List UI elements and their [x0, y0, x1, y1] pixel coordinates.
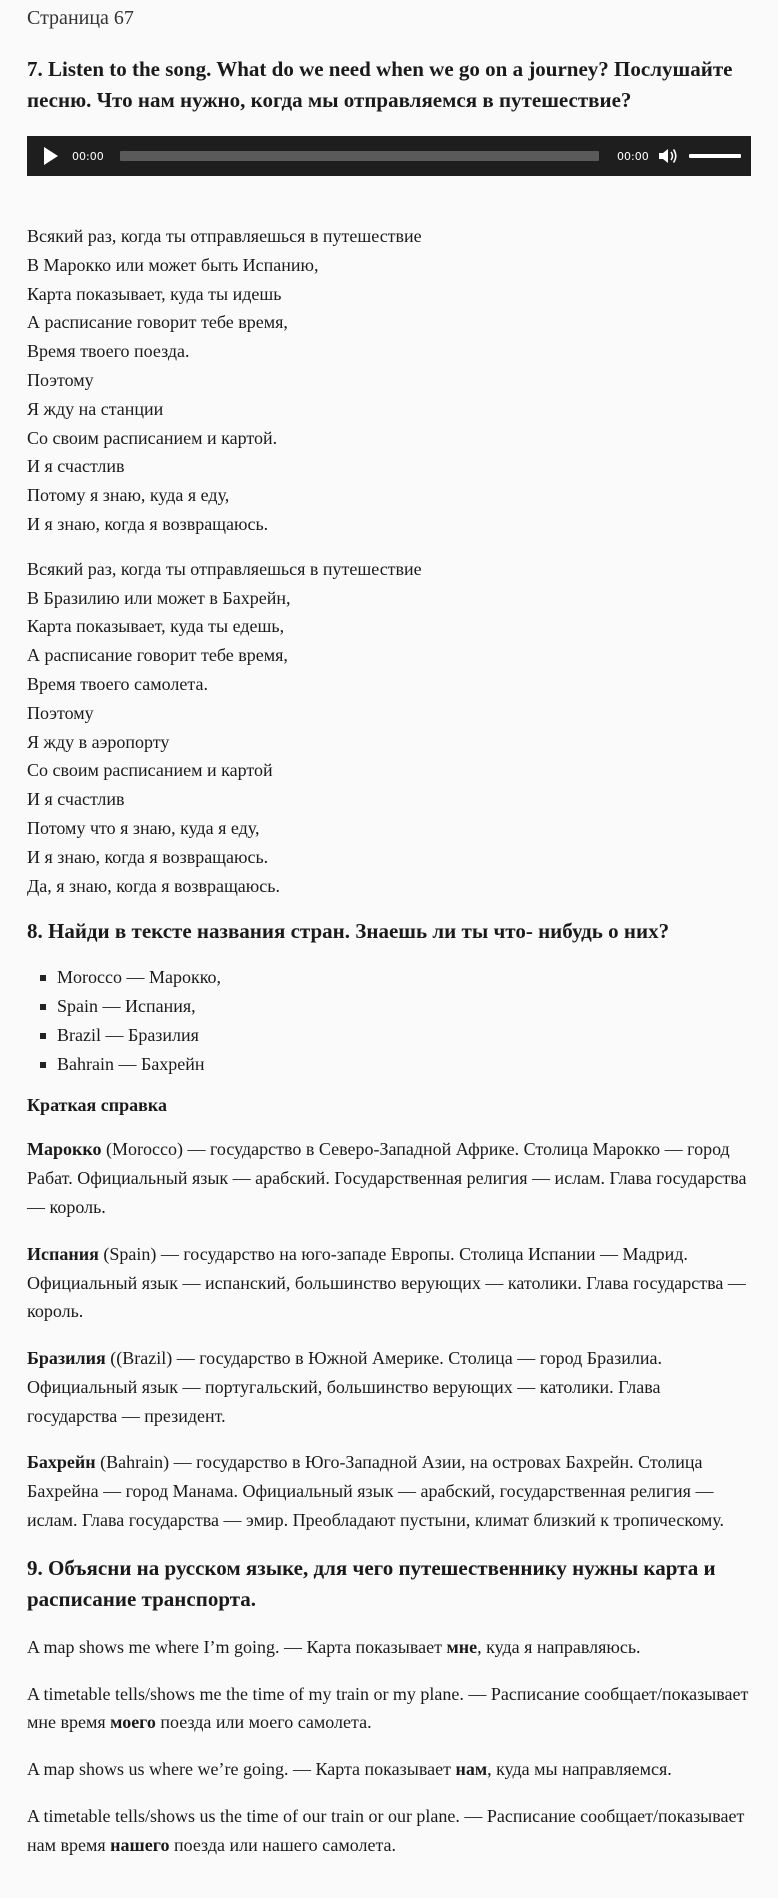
lyric-line: В Бразилию или может в Бахрейн, [27, 587, 291, 608]
answer-bold-word: нашего [110, 1834, 170, 1855]
progress-track[interactable] [120, 151, 599, 161]
reference-paragraph [27, 1135, 751, 1221]
answer-text: поезда или моего самолета. [155, 1712, 372, 1733]
lyric-line: Время твоего поезда. [27, 341, 190, 362]
current-time: 00:00 [72, 149, 104, 163]
answer-paragraph [27, 1755, 751, 1784]
lyric-line: Всякий раз, когда ты отправляешься в путешествие [27, 558, 422, 579]
task-8-heading: 8. Найди в тексте названия стран. Знаешь ли ты что- нибудь о них? [27, 919, 670, 944]
lyric-line: И я счастлив [27, 456, 125, 477]
answer-bold-word: нам [455, 1759, 488, 1780]
lyric-line: И я счастлив [27, 789, 125, 810]
lyric-line: Со своим расписанием и картой [27, 760, 273, 781]
task-9-answers [27, 1633, 751, 1860]
answer-paragraph [27, 1680, 751, 1738]
answer-bold-word: моего [110, 1712, 156, 1733]
page-number-label: Страница 67 [27, 7, 134, 29]
answer-bold-word: мне [446, 1636, 478, 1657]
lyric-line: Потому я знаю, куда я еду, [27, 485, 230, 506]
lyric-line: Поэтому [27, 702, 94, 723]
country-item: Morocco — Марокко, [57, 963, 751, 992]
answer-text: поезда или нашего самолета. [169, 1834, 397, 1855]
lyric-line: И я знаю, когда я возвращаюсь. [27, 846, 269, 867]
reference-paragraph [27, 1344, 751, 1430]
lyric-line: Да, я знаю, когда я возвращаюсь. [27, 875, 280, 896]
country-description: (Bahrain) — государство в Юго-Западной Азии, на островах Бахрейн. Столица Бахрейна — город Манама. Официальный язык — арабский, государственная религия — ислам. Глава государства — эмир. Преобладают пустыни, климат близкий к тропическому. [27, 1452, 724, 1531]
lyric-line: А расписание говорит тебе время, [27, 645, 288, 666]
reference-notes [27, 1135, 751, 1535]
country-name: Марокко [27, 1139, 102, 1160]
audio-player [27, 136, 751, 176]
lyric-line: Потому что я знаю, куда я еду, [27, 817, 260, 838]
answer-text: A map shows me where I’m going. — Карта показывает [27, 1636, 447, 1657]
country-description: (Morocco) — государство в Северо-Западной Африке. Столица Марокко — город Рабат. Официальный язык — арабский. Государственная религия — ислам. Глава государства — король. [27, 1139, 747, 1217]
lyrics-verse-2 [27, 555, 751, 901]
answer-text: , куда я направляюсь. [477, 1636, 641, 1657]
reference-heading: Краткая справка [27, 1094, 167, 1115]
country-name: Бразилия [27, 1348, 106, 1369]
lyrics-verse-1 [27, 222, 751, 539]
lyric-line: Я жду в аэропорту [27, 731, 170, 752]
lyric-line: Я жду на станции [27, 398, 164, 419]
duration-time: 00:00 [617, 149, 649, 163]
country-item: Spain — Испания, [57, 992, 751, 1021]
lyric-line: В Марокко или может быть Испанию, [27, 254, 319, 275]
lyric-line: Всякий раз, когда ты отправляешься в путешествие [27, 226, 422, 246]
lyric-line: Карта показывает, куда ты едешь, [27, 616, 285, 637]
answer-text: A timetable tells/shows me the time of my train or my plane. — Расписание сообщает/показывает мне время [27, 1683, 749, 1733]
answer-paragraph [27, 1802, 751, 1860]
song-lyrics [27, 222, 751, 900]
lyric-line: Со своим расписанием и картой. [27, 427, 278, 448]
country-item: Bahrain — Бахрейн [57, 1050, 751, 1079]
country-name: Бахрейн [27, 1452, 96, 1473]
volume-slider[interactable] [689, 154, 741, 158]
country-name: Испания [27, 1243, 99, 1264]
volume-icon[interactable] [657, 146, 679, 166]
lyric-line: Карта показывает, куда ты идешь [27, 283, 282, 304]
task-7-heading: 7. Listen to the song. What do we need when we go on a journey? Послушайте песню. Что нам нужно, когда мы отправляемся в путешествие? [27, 57, 733, 112]
answer-text: A map shows us where we’re going. — Карта показывает [27, 1759, 456, 1780]
countries-list [27, 963, 751, 1078]
lyric-line: И я знаю, когда я возвращаюсь. [27, 513, 269, 534]
answer-text: , куда мы направляемся. [487, 1759, 672, 1780]
lyric-line: Поэтому [27, 369, 94, 390]
lyric-line: Время твоего самолета. [27, 673, 208, 694]
reference-paragraph [27, 1448, 751, 1534]
reference-paragraph [27, 1240, 751, 1326]
country-description: ((Brazil) — государство в Южной Америке. Столица — город Бразилиа. Официальный язык — португальский, большинство верующих — католики. Глава государства — президент. [27, 1348, 662, 1426]
task-9-heading: 9. Объясни на русском языке, для чего путешественнику нужны карта и расписание транспорта. [27, 1555, 716, 1611]
answer-text: A timetable tells/shows us the time of our train or our plane. — Расписание сообщает/показывает нам время [27, 1806, 745, 1855]
country-description: (Spain) — государство на юго-западе Европы. Столица Испании — Мадрид. Официальный язык — испанский, большинство верующих — католики. Глава государства — король. [27, 1243, 746, 1322]
answer-paragraph [27, 1633, 751, 1662]
lyric-line: А расписание говорит тебе время, [27, 312, 288, 333]
play-icon[interactable] [44, 147, 58, 165]
country-item: Brazil — Бразилия [57, 1021, 751, 1050]
